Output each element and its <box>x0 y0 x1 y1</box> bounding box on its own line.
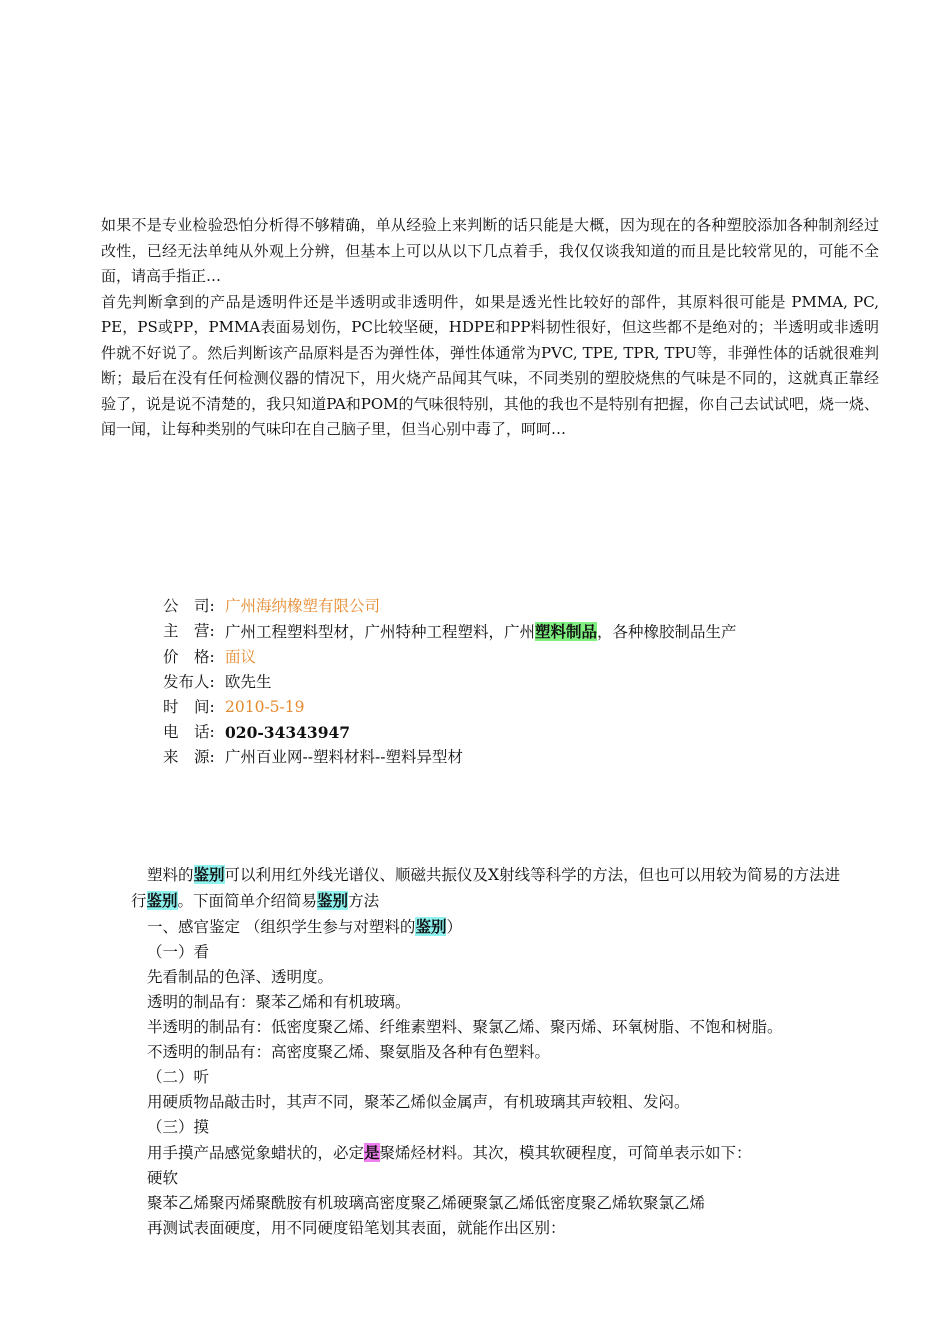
business-value <box>225 619 783 645</box>
article-intro <box>131 862 851 914</box>
listing-info <box>163 594 783 770</box>
publisher-value: 欧先生 <box>225 673 272 691</box>
source-link[interactable]: 广州百业网--塑料材料--塑料异型材 <box>225 748 463 766</box>
look-line-4: 不透明的制品有：高密度聚乙烯、聚氨脂及各种有色塑料。 <box>147 1043 551 1061</box>
price-label: 价 格: <box>163 648 215 666</box>
identification-article <box>131 862 851 1241</box>
business-label: 主 营: <box>163 622 215 640</box>
publisher-row <box>163 670 783 695</box>
highlight-identify-4: 鉴别 <box>415 917 447 936</box>
highlight-is: 是 <box>364 1143 380 1162</box>
touch-line-1 <box>131 1140 851 1166</box>
phone-value: 020-34343947 <box>225 723 351 742</box>
intro-text-d: 方法 <box>348 892 380 910</box>
price-row <box>163 645 783 670</box>
highlight-identify-2: 鉴别 <box>146 891 178 910</box>
time-row <box>163 695 783 720</box>
section-sensory-heading <box>131 914 851 940</box>
publisher-label: 发布人: <box>163 673 215 691</box>
business-text: 广州工程塑料型材，广州特种工程塑料，广州 <box>225 623 536 641</box>
sensory-text-a: 一、感官鉴定 （组织学生参与对塑料的 <box>147 918 416 936</box>
highlight-identify-3: 鉴别 <box>317 891 349 910</box>
look-line-2: 透明的制品有：聚苯乙烯和有机玻璃。 <box>147 993 411 1011</box>
hard-soft-line: 硬软 <box>147 1169 179 1187</box>
source-row <box>163 745 783 770</box>
intro-text-c: 。下面简单介绍简易 <box>177 892 318 910</box>
phone-label: 电 话: <box>163 723 215 741</box>
listen-line-1: 用硬质物品敲击时，其声不同，聚苯乙烯似金属声，有机玻璃其声较粗、发闷。 <box>147 1093 690 1111</box>
source-label: 来 源: <box>163 748 215 766</box>
touch-text-a: 用手摸产品感觉象蜡状的，必定 <box>147 1144 365 1162</box>
subheading-listen: （二）听 <box>147 1068 210 1086</box>
touch-text-b: 聚烯烃材料。其次，模其软硬程度，可简单表示如下： <box>379 1144 752 1162</box>
price-value[interactable]: 面议 <box>225 648 257 666</box>
surface-test-line: 再测试表面硬度，用不同硬度铅笔划其表面，就能作出区别： <box>147 1219 566 1237</box>
intro-paragraph-2: 首先判断拿到的产品是透明件还是半透明或非透明件，如果是透光性比较好的部件，其原料很可能是 PMMA, PC, PE，PS或PP，PMMA表面易划伤，PC比较坚硬，HDPE和PP料韧性很好，但这些都不是绝对的；半透明或非透明件就不好说了。然后判断该产品原料是否为弹性体，弹性体通常为PVC, TPE, TPR, TPU等，非弹性体的话就很难判断；最后在没有任何检测仪器的情况下，用火烧产品闻其气味，不同类别的塑胶烧焦的气味是不同的，这就真正靠经验了，说是说不清楚的，我只知道PA和POM的气味很特别，其他的我也不是特别有把握，你自己去试试吧，烧一烧、闻一闻，让每种类别的气味印在自己脑子里，但当心别中毒了，呵呵… <box>101 292 879 438</box>
highlight-identify-1: 鉴别 <box>193 865 225 884</box>
company-row <box>163 594 783 619</box>
business-highlight: 塑料制品 <box>535 622 598 641</box>
sensory-text-b: ） <box>446 918 462 936</box>
business-row <box>163 619 783 645</box>
look-line-1: 先看制品的色泽、透明度。 <box>147 968 334 986</box>
intro-text-b: 可以利用红外线光谱仪、顺磁共振仪及X射线等科学的方法，但也可以用较为简易的方法进行 <box>131 866 841 910</box>
time-label: 时 间: <box>163 698 215 716</box>
company-link[interactable]: 广州海纳橡塑有限公司 <box>225 597 381 615</box>
time-value: 2010-5-19 <box>225 698 305 716</box>
subheading-look: （一）看 <box>147 943 210 961</box>
business-text-end: ，各种橡胶制品生产 <box>597 623 737 641</box>
intro-section <box>101 213 879 443</box>
look-line-3: 半透明的制品有：低密度聚乙烯、纤维素塑料、聚氯乙烯、聚丙烯、环氧树脂、不饱和树脂。 <box>147 1018 783 1036</box>
hardness-order-line: 聚苯乙烯聚丙烯聚酰胺有机玻璃高密度聚乙烯硬聚氯乙烯低密度聚乙烯软聚氯乙烯 <box>147 1194 706 1212</box>
phone-row <box>163 720 783 745</box>
intro-text-a: 塑料的 <box>147 866 194 884</box>
company-label: 公 司: <box>163 597 215 615</box>
subheading-touch: （三）摸 <box>147 1118 210 1136</box>
intro-paragraph-1: 如果不是专业检验恐怕分析得不够精确，单从经验上来判断的话只能是大概，因为现在的各种塑胶添加各种制剂经过改性，已经无法单纯从外观上分辨，但基本上可以从以下几点着手，我仅仅谈我知道的而且是比较常见的，可能不全面，请高手指正… <box>101 216 879 285</box>
